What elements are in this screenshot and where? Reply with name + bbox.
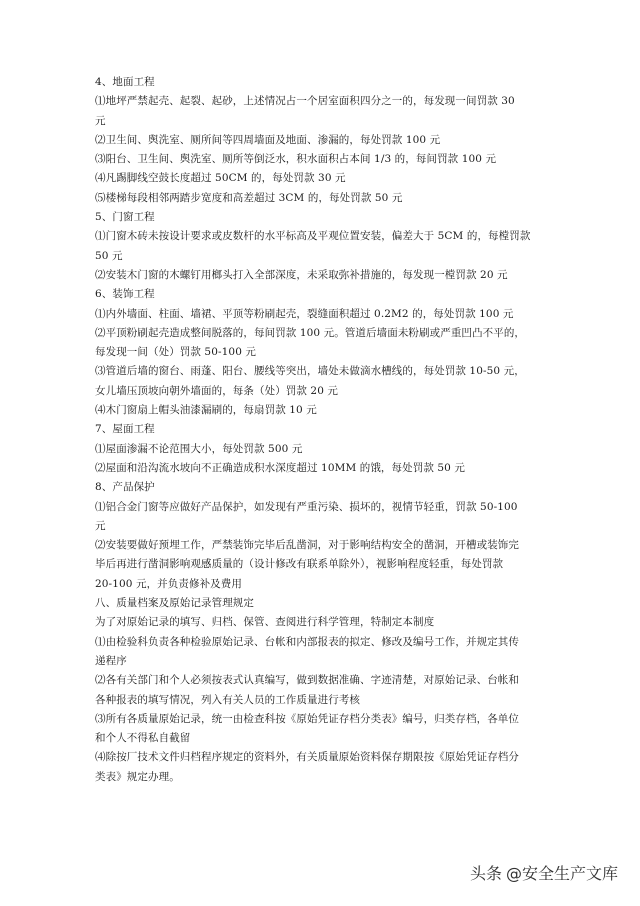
text-line: ⑷凡踢脚线空鼓长度超过 50CM 的，每处罚款 30 元	[95, 172, 346, 185]
text-line: ⑵各有关部门和个人必须按表式认真编写，做到数据准确、字迹清楚，对原始记录、台帐和	[95, 674, 519, 687]
text-line: 50 元	[95, 249, 123, 262]
text-line: ⑴屋面渗漏不论范围大小，每处罚款 500 元	[95, 442, 303, 455]
text-line: 毕后再进行凿洞影响观感质量的（设计修改有联系单除外），视影响程度轻重，每处罚款	[95, 558, 504, 571]
text-line: 7、屋面工程	[95, 423, 155, 436]
text-line: 女儿墙压顶坡向朝外墙面的，每条（处）罚款 20 元	[95, 384, 339, 397]
text-line: 每发现一间（处）罚款 50-100 元	[95, 346, 257, 359]
text-line: 元	[95, 519, 106, 532]
text-line: ⑷除按厂技术文件归档程序规定的资料外，有关质量原始资料保存期限按《原始凭证存档分	[95, 751, 519, 764]
text-line: 20-100 元，并负责修补及费用	[95, 577, 242, 590]
text-line: 5、门窗工程	[95, 211, 155, 224]
text-line: ⑴内外墙面、柱面、墙裙、平顶等粉刷起壳，裂缝面积超过 0.2M2 的，每处罚款 100 元	[95, 307, 514, 320]
text-line: 递程序	[95, 654, 127, 667]
text-line: ⑴由检验科负责各种检验原始记录、台帐和内部报表的拟定、修改及编号工作，并规定其传	[95, 635, 519, 648]
watermark-handle: @安全生产文库	[505, 864, 618, 883]
text-line: 和个人不得私自截留	[95, 732, 191, 745]
text-line: ⑶阳台、卫生间、舆洗室、厕所等倒泛水，积水面积占本间 1/3 的，每间罚款 100 元	[95, 153, 497, 166]
document-body	[95, 73, 555, 787]
text-line: 八、质量档案及原始记录管理规定	[95, 597, 254, 610]
text-line: 为了对原始记录的填写、归档、保管、查阅进行科学管理，特制定本制度	[95, 616, 435, 629]
text-line: ⑴门窗木砖未按设计要求或皮数杆的水平标高及平观位置安装，偏差大于 5CM 的，每樘罚款	[95, 230, 531, 243]
text-line: ⑵平顶粉刷起壳造成整间脱落的，每间罚款 100 元。管道后墙面未粉刷或严重凹凸不平的，	[95, 326, 526, 339]
text-line: ⑴地坪严禁起壳、起裂、起砂，上述情况占一个居室面积四分之一的，每发现一间罚款 30	[95, 95, 515, 108]
text-line: 6、装饰工程	[95, 288, 155, 301]
text-line: 4、地面工程	[95, 76, 155, 88]
text-line: 类表》规定办理。	[95, 770, 180, 783]
text-line: ⑵安装要做好预埋工作，严禁装饰完毕后乱凿洞，对于影响结构安全的凿洞，开槽或装饰完	[95, 539, 519, 552]
text-line: ⑵卫生间、舆洗室、厕所间等四周墙面及地面、渗漏的，每处罚款 100 元	[95, 133, 441, 146]
text-line: 元	[95, 114, 106, 127]
text-line: ⑵屋面和沿沟流水坡向不正确造成积水深度超过 10MM 的饿，每处罚款 50 元	[95, 461, 465, 474]
text-line: ⑸楼梯每段相邻两踏步宽度和高差超过 3CM 的，每处罚款 50 元	[95, 191, 403, 204]
text-line: ⑷木门窗扇上帽头油漆漏刷的，每扇罚款 10 元	[95, 404, 317, 417]
text-line: ⑶管道后墙的窗台、雨蓬、阳台、腰线等突出，墙处未做滴水槽线的，每处罚款 10-50 元，	[95, 365, 525, 378]
watermark-prefix: 头条	[469, 864, 502, 883]
text-line: 各种报表的填写情况，列入有关人员的工作质量进行考核	[95, 693, 360, 706]
text-line: ⑶所有各质量原始记录，统一由检查科按《原始凭证存档分类表》编号，归类存档，各单位	[95, 712, 519, 725]
text-line: 8、产品保护	[95, 481, 155, 494]
text-line: ⑵安装木门窗的木螺钉用榔头打入全部深度，未采取弥补措施的，每发现一樘罚款 20 元	[95, 268, 508, 281]
watermark	[470, 861, 618, 884]
text-line: ⑴铝合金门窗等应做好产品保护，如发现有严重污染、损坏的，视情节轻重，罚款 50-100	[95, 500, 518, 513]
